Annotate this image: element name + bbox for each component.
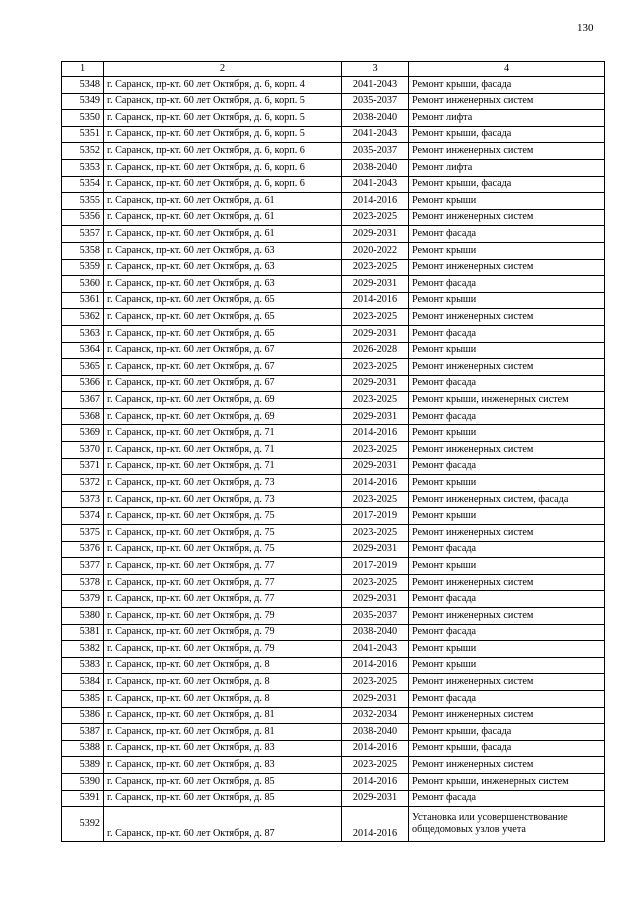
- cell-work-type: Ремонт крыши: [409, 475, 605, 492]
- cell-address: г. Саранск, пр-кт. 60 лет Октября, д. 63: [104, 242, 342, 259]
- cell-address: г. Саранск, пр-кт. 60 лет Октября, д. 6, корп. 5: [104, 93, 342, 110]
- table-row: [62, 226, 605, 243]
- cell-address: г. Саранск, пр-кт. 60 лет Октября, д. 65: [104, 292, 342, 309]
- table-row: [62, 442, 605, 459]
- cell-row-number: 5377: [62, 558, 104, 575]
- table-row: [62, 475, 605, 492]
- cell-row-number: 5388: [62, 740, 104, 757]
- cell-address: г. Саранск, пр-кт. 60 лет Октября, д. 65: [104, 309, 342, 326]
- cell-work-type: Ремонт фасада: [409, 408, 605, 425]
- cell-period: 2017-2019: [342, 508, 409, 525]
- cell-address: г. Саранск, пр-кт. 60 лет Октября, д. 71: [104, 425, 342, 442]
- cell-row-number: 5369: [62, 425, 104, 442]
- cell-work-type: Ремонт фасада: [409, 624, 605, 641]
- cell-address: г. Саранск, пр-кт. 60 лет Октября, д. 6, корп. 5: [104, 126, 342, 143]
- cell-period: 2014-2016: [342, 657, 409, 674]
- cell-work-type: Ремонт крыши, фасада: [409, 740, 605, 757]
- cell-address: г. Саранск, пр-кт. 60 лет Октября, д. 63: [104, 276, 342, 293]
- cell-row-number: 5391: [62, 790, 104, 807]
- cell-period: 2023-2025: [342, 525, 409, 542]
- cell-work-type: Ремонт крыши, инженерных систем: [409, 392, 605, 409]
- cell-row-number: 5359: [62, 259, 104, 276]
- cell-period: 2023-2025: [342, 359, 409, 376]
- table-row: [62, 807, 605, 842]
- cell-row-number: 5386: [62, 707, 104, 724]
- cell-work-type: Ремонт крыши: [409, 641, 605, 658]
- cell-period: 2038-2040: [342, 624, 409, 641]
- table-row: [62, 77, 605, 94]
- cell-row-number: 5361: [62, 292, 104, 309]
- table-row: [62, 126, 605, 143]
- cell-period: 2029-2031: [342, 690, 409, 707]
- cell-work-type: Ремонт крыши: [409, 193, 605, 210]
- cell-row-number: 5360: [62, 276, 104, 293]
- cell-work-type: Ремонт фасада: [409, 276, 605, 293]
- cell-period: 2029-2031: [342, 375, 409, 392]
- table-row: [62, 375, 605, 392]
- cell-address: г. Саранск, пр-кт. 60 лет Октября, д. 8: [104, 657, 342, 674]
- cell-period: 2032-2034: [342, 707, 409, 724]
- cell-work-type: Ремонт крыши, фасада: [409, 77, 605, 94]
- cell-row-number: 5382: [62, 641, 104, 658]
- cell-address: г. Саранск, пр-кт. 60 лет Октября, д. 61: [104, 226, 342, 243]
- table-row: [62, 242, 605, 259]
- table-row: [62, 608, 605, 625]
- table-row: [62, 276, 605, 293]
- cell-address: г. Саранск, пр-кт. 60 лет Октября, д. 79: [104, 641, 342, 658]
- cell-period: 2041-2043: [342, 77, 409, 94]
- cell-period: 2017-2019: [342, 558, 409, 575]
- cell-period: 2014-2016: [342, 193, 409, 210]
- table-row: [62, 657, 605, 674]
- cell-work-type: Ремонт инженерных систем, фасада: [409, 491, 605, 508]
- table-row: [62, 193, 605, 210]
- cell-address: г. Саранск, пр-кт. 60 лет Октября, д. 71: [104, 442, 342, 459]
- cell-work-type: Ремонт крыши, фасада: [409, 176, 605, 193]
- cell-work-type: Ремонт фасада: [409, 226, 605, 243]
- cell-period: 2023-2025: [342, 392, 409, 409]
- cell-period: 2041-2043: [342, 126, 409, 143]
- cell-period: 2023-2025: [342, 757, 409, 774]
- cell-row-number: 5370: [62, 442, 104, 459]
- cell-address: г. Саранск, пр-кт. 60 лет Октября, д. 69: [104, 408, 342, 425]
- cell-work-type: Ремонт крыши: [409, 242, 605, 259]
- cell-row-number: 5378: [62, 574, 104, 591]
- cell-address: г. Саранск, пр-кт. 60 лет Октября, д. 6, корп. 6: [104, 176, 342, 193]
- cell-address: г. Саранск, пр-кт. 60 лет Октября, д. 63: [104, 259, 342, 276]
- cell-work-type: Ремонт инженерных систем: [409, 309, 605, 326]
- table-row: [62, 458, 605, 475]
- table-row: [62, 773, 605, 790]
- cell-row-number: 5379: [62, 591, 104, 608]
- cell-address: г. Саранск, пр-кт. 60 лет Октября, д. 73: [104, 491, 342, 508]
- cell-address: г. Саранск, пр-кт. 60 лет Октября, д. 61: [104, 209, 342, 226]
- cell-row-number: 5368: [62, 408, 104, 425]
- table-row: [62, 176, 605, 193]
- table-row: [62, 740, 605, 757]
- cell-work-type: Ремонт крыши: [409, 657, 605, 674]
- cell-work-type: Ремонт крыши, фасада: [409, 724, 605, 741]
- cell-work-type: Ремонт крыши, инженерных систем: [409, 773, 605, 790]
- table-row: [62, 309, 605, 326]
- table-header-row: [62, 62, 605, 77]
- cell-address: г. Саранск, пр-кт. 60 лет Октября, д. 85: [104, 773, 342, 790]
- table-row: [62, 525, 605, 542]
- cell-row-number: 5383: [62, 657, 104, 674]
- cell-period: 2035-2037: [342, 143, 409, 160]
- cell-row-number: 5353: [62, 159, 104, 176]
- cell-period: 2029-2031: [342, 276, 409, 293]
- cell-address: г. Саранск, пр-кт. 60 лет Октября, д. 79: [104, 608, 342, 625]
- cell-period: 2023-2025: [342, 259, 409, 276]
- cell-period: 2014-2016: [342, 740, 409, 757]
- cell-period: 2029-2031: [342, 408, 409, 425]
- table-row: [62, 790, 605, 807]
- cell-address: г. Саранск, пр-кт. 60 лет Октября, д. 75: [104, 508, 342, 525]
- table-row: [62, 209, 605, 226]
- cell-work-type: Ремонт инженерных систем: [409, 442, 605, 459]
- cell-period: 2014-2016: [342, 475, 409, 492]
- cell-row-number: 5358: [62, 242, 104, 259]
- cell-work-type: Ремонт фасада: [409, 790, 605, 807]
- cell-address: г. Саранск, пр-кт. 60 лет Октября, д. 75: [104, 541, 342, 558]
- cell-period: 2029-2031: [342, 541, 409, 558]
- cell-period: 2038-2040: [342, 724, 409, 741]
- cell-period: 2026-2028: [342, 342, 409, 359]
- column-header-number: 1: [62, 62, 104, 77]
- cell-work-type: Ремонт фасада: [409, 458, 605, 475]
- cell-address: г. Саранск, пр-кт. 60 лет Октября, д. 83: [104, 740, 342, 757]
- cell-period: 2029-2031: [342, 226, 409, 243]
- cell-address: г. Саранск, пр-кт. 60 лет Октября, д. 81: [104, 707, 342, 724]
- table-row: [62, 159, 605, 176]
- column-header-period: 3: [342, 62, 409, 77]
- cell-work-type: Ремонт крыши: [409, 558, 605, 575]
- cell-address: г. Саранск, пр-кт. 60 лет Октября, д. 73: [104, 475, 342, 492]
- cell-work-type: Ремонт инженерных систем: [409, 143, 605, 160]
- cell-work-type: Ремонт фасада: [409, 591, 605, 608]
- cell-address: г. Саранск, пр-кт. 60 лет Октября, д. 67: [104, 375, 342, 392]
- cell-work-type: Ремонт крыши, фасада: [409, 126, 605, 143]
- cell-row-number: 5380: [62, 608, 104, 625]
- cell-period: 2029-2031: [342, 790, 409, 807]
- cell-row-number: 5373: [62, 491, 104, 508]
- cell-row-number: 5384: [62, 674, 104, 691]
- table-row: [62, 342, 605, 359]
- cell-work-type: Ремонт крыши: [409, 292, 605, 309]
- cell-row-number: 5354: [62, 176, 104, 193]
- cell-address: г. Саранск, пр-кт. 60 лет Октября, д. 69: [104, 392, 342, 409]
- cell-work-type: Ремонт инженерных систем: [409, 93, 605, 110]
- cell-address: г. Саранск, пр-кт. 60 лет Октября, д. 71: [104, 458, 342, 475]
- cell-row-number: 5355: [62, 193, 104, 210]
- cell-work-type: Ремонт инженерных систем: [409, 525, 605, 542]
- cell-row-number: 5376: [62, 541, 104, 558]
- cell-address: г. Саранск, пр-кт. 60 лет Октября, д. 8: [104, 690, 342, 707]
- cell-work-type: Ремонт лифта: [409, 110, 605, 127]
- table-row: [62, 110, 605, 127]
- table-row: [62, 491, 605, 508]
- cell-work-type: Установка или усовершенствование общедомовых узлов учета: [409, 807, 605, 842]
- cell-row-number: 5367: [62, 392, 104, 409]
- table-row: [62, 558, 605, 575]
- table-row: [62, 641, 605, 658]
- cell-address: г. Саранск, пр-кт. 60 лет Октября, д. 6, корп. 6: [104, 143, 342, 160]
- cell-period: 2023-2025: [342, 491, 409, 508]
- cell-work-type: Ремонт крыши: [409, 508, 605, 525]
- cell-period: 2038-2040: [342, 110, 409, 127]
- column-header-work-type: 4: [409, 62, 605, 77]
- cell-address: г. Саранск, пр-кт. 60 лет Октября, д. 6, корп. 5: [104, 110, 342, 127]
- cell-row-number: 5381: [62, 624, 104, 641]
- cell-work-type: Ремонт инженерных систем: [409, 259, 605, 276]
- cell-row-number: 5365: [62, 359, 104, 376]
- cell-address: г. Саранск, пр-кт. 60 лет Октября, д. 6, корп. 4: [104, 77, 342, 94]
- cell-period: 2023-2025: [342, 442, 409, 459]
- column-header-address: 2: [104, 62, 342, 77]
- cell-period: 2023-2025: [342, 309, 409, 326]
- table-row: [62, 259, 605, 276]
- cell-period: 2035-2037: [342, 608, 409, 625]
- cell-address: г. Саранск, пр-кт. 60 лет Октября, д. 81: [104, 724, 342, 741]
- cell-address: г. Саранск, пр-кт. 60 лет Октября, д. 67: [104, 342, 342, 359]
- table-row: [62, 359, 605, 376]
- cell-address: г. Саранск, пр-кт. 60 лет Октября, д. 6, корп. 6: [104, 159, 342, 176]
- cell-period: 2038-2040: [342, 159, 409, 176]
- cell-row-number: 5392: [62, 807, 104, 842]
- table-row: [62, 541, 605, 558]
- cell-period: 2023-2025: [342, 574, 409, 591]
- table-row: [62, 325, 605, 342]
- cell-work-type: Ремонт крыши: [409, 425, 605, 442]
- cell-row-number: 5363: [62, 325, 104, 342]
- cell-address: г. Саранск, пр-кт. 60 лет Октября, д. 77: [104, 574, 342, 591]
- table-row: [62, 707, 605, 724]
- cell-row-number: 5371: [62, 458, 104, 475]
- cell-work-type: Ремонт инженерных систем: [409, 209, 605, 226]
- table-row: [62, 143, 605, 160]
- cell-row-number: 5351: [62, 126, 104, 143]
- cell-address: г. Саранск, пр-кт. 60 лет Октября, д. 83: [104, 757, 342, 774]
- table-row: [62, 757, 605, 774]
- cell-period: 2014-2016: [342, 773, 409, 790]
- table-row: [62, 93, 605, 110]
- cell-period: 2023-2025: [342, 674, 409, 691]
- cell-address: г. Саранск, пр-кт. 60 лет Октября, д. 77: [104, 591, 342, 608]
- cell-row-number: 5387: [62, 724, 104, 741]
- cell-row-number: 5390: [62, 773, 104, 790]
- cell-work-type: Ремонт инженерных систем: [409, 674, 605, 691]
- cell-work-type: Ремонт фасада: [409, 690, 605, 707]
- cell-period: 2035-2037: [342, 93, 409, 110]
- table-row: [62, 690, 605, 707]
- table-row: [62, 508, 605, 525]
- cell-address: г. Саранск, пр-кт. 60 лет Октября, д. 61: [104, 193, 342, 210]
- cell-period: 2029-2031: [342, 591, 409, 608]
- cell-period: 2029-2031: [342, 458, 409, 475]
- cell-row-number: 5356: [62, 209, 104, 226]
- cell-address: г. Саранск, пр-кт. 60 лет Октября, д. 79: [104, 624, 342, 641]
- cell-row-number: 5385: [62, 690, 104, 707]
- table-row: [62, 591, 605, 608]
- cell-address: г. Саранск, пр-кт. 60 лет Октября, д. 85: [104, 790, 342, 807]
- cell-row-number: 5375: [62, 525, 104, 542]
- table-row: [62, 392, 605, 409]
- cell-period: 2041-2043: [342, 176, 409, 193]
- table-row: [62, 624, 605, 641]
- table-row: [62, 674, 605, 691]
- cell-work-type: Ремонт фасада: [409, 375, 605, 392]
- cell-row-number: 5389: [62, 757, 104, 774]
- cell-work-type: Ремонт фасада: [409, 541, 605, 558]
- cell-address: г. Саранск, пр-кт. 60 лет Октября, д. 77: [104, 558, 342, 575]
- cell-period: 2020-2022: [342, 242, 409, 259]
- cell-row-number: 5349: [62, 93, 104, 110]
- cell-row-number: 5348: [62, 77, 104, 94]
- cell-row-number: 5362: [62, 309, 104, 326]
- table-row: [62, 574, 605, 591]
- cell-row-number: 5372: [62, 475, 104, 492]
- cell-address: г. Саранск, пр-кт. 60 лет Октября, д. 65: [104, 325, 342, 342]
- cell-period: 2014-2016: [342, 807, 409, 842]
- cell-work-type: Ремонт инженерных систем: [409, 757, 605, 774]
- cell-row-number: 5350: [62, 110, 104, 127]
- table-row: [62, 292, 605, 309]
- cell-work-type: Ремонт инженерных систем: [409, 707, 605, 724]
- cell-period: 2041-2043: [342, 641, 409, 658]
- table-row: [62, 408, 605, 425]
- cell-period: 2014-2016: [342, 292, 409, 309]
- cell-work-type: Ремонт инженерных систем: [409, 359, 605, 376]
- cell-period: 2029-2031: [342, 325, 409, 342]
- cell-period: 2014-2016: [342, 425, 409, 442]
- cell-work-type: Ремонт инженерных систем: [409, 608, 605, 625]
- cell-work-type: Ремонт крыши: [409, 342, 605, 359]
- cell-row-number: 5357: [62, 226, 104, 243]
- cell-address: г. Саранск, пр-кт. 60 лет Октября, д. 75: [104, 525, 342, 542]
- cell-work-type: Ремонт фасада: [409, 325, 605, 342]
- cell-row-number: 5364: [62, 342, 104, 359]
- cell-period: 2023-2025: [342, 209, 409, 226]
- repair-schedule-table: [61, 61, 605, 842]
- table-row: [62, 724, 605, 741]
- cell-row-number: 5352: [62, 143, 104, 160]
- table-row: [62, 425, 605, 442]
- page-number: 130: [577, 22, 594, 34]
- cell-address: г. Саранск, пр-кт. 60 лет Октября, д. 67: [104, 359, 342, 376]
- cell-address: г. Саранск, пр-кт. 60 лет Октября, д. 8: [104, 674, 342, 691]
- cell-work-type: Ремонт инженерных систем: [409, 574, 605, 591]
- cell-address: г. Саранск, пр-кт. 60 лет Октября, д. 87: [104, 807, 342, 842]
- cell-row-number: 5366: [62, 375, 104, 392]
- cell-work-type: Ремонт лифта: [409, 159, 605, 176]
- cell-row-number: 5374: [62, 508, 104, 525]
